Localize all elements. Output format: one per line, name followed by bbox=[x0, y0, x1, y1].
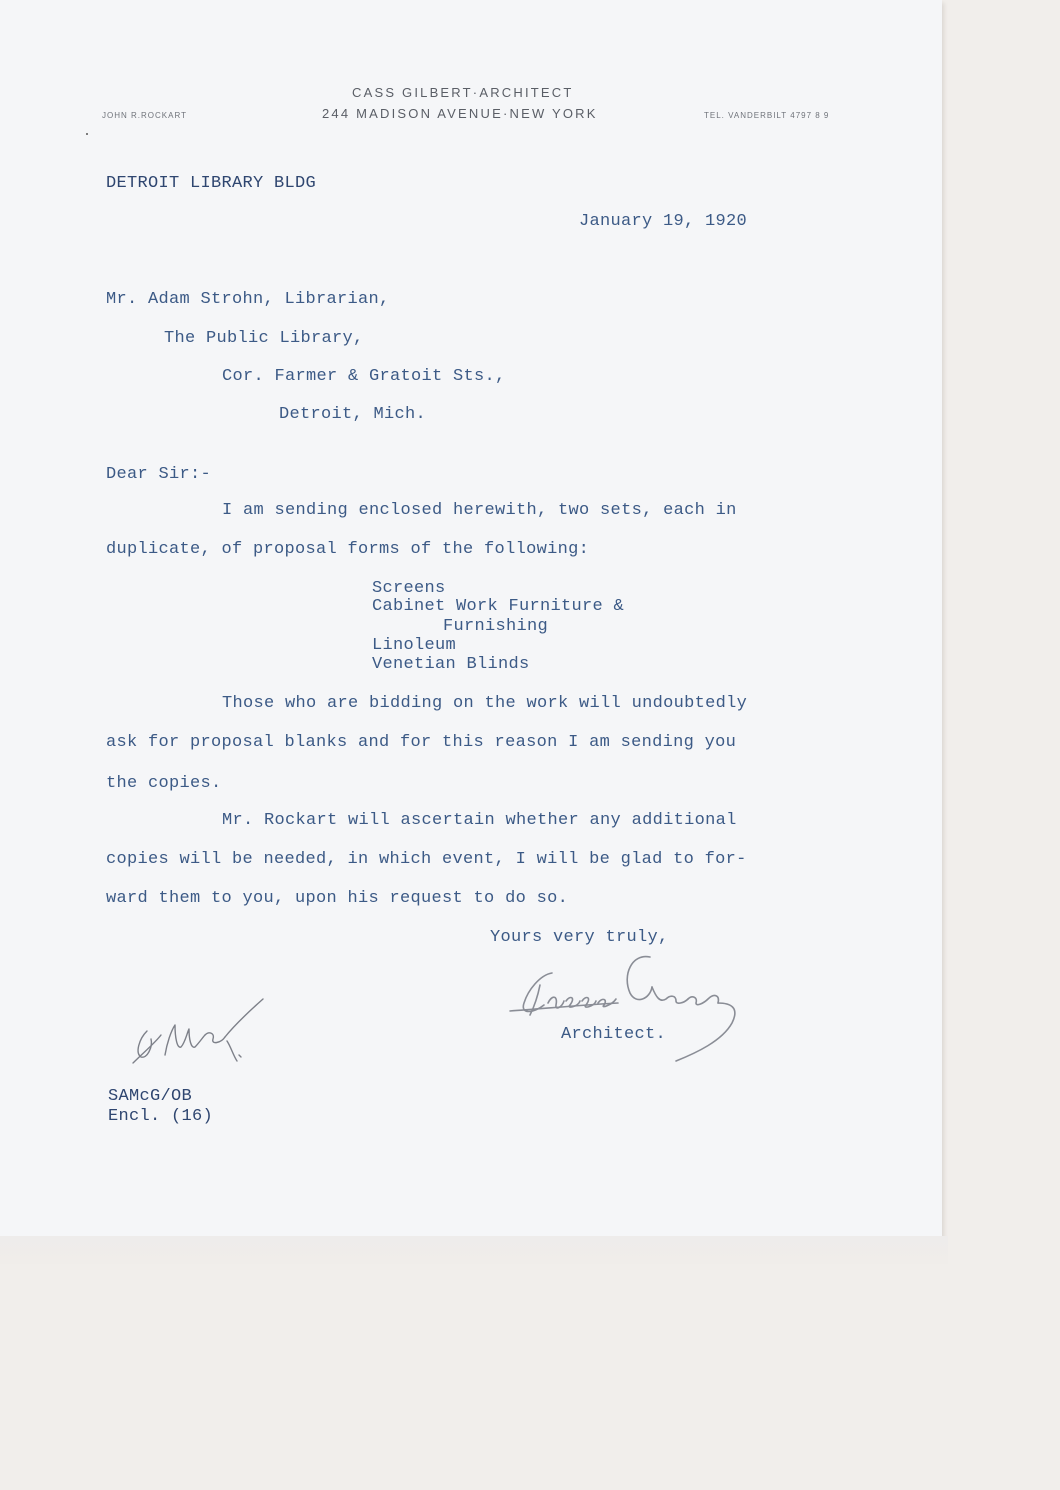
initials-signature bbox=[125, 995, 275, 1070]
letterhead-telephone: TEL. VANDERBILT 4797 8 9 bbox=[704, 111, 830, 120]
recipient-line-1: Mr. Adam Strohn, Librarian, bbox=[106, 290, 390, 309]
enclosure-note: Encl. (16) bbox=[108, 1107, 214, 1126]
body-p1-line2: duplicate, of proposal forms of the following: bbox=[106, 540, 590, 559]
signature-title: Architect. bbox=[561, 1025, 667, 1044]
closing: Yours very truly, bbox=[490, 928, 669, 947]
letter-date: January 19, 1920 bbox=[579, 212, 748, 231]
ink-speck bbox=[86, 133, 88, 135]
list-item: Venetian Blinds bbox=[372, 655, 530, 674]
paper-edge bbox=[0, 1236, 948, 1264]
body-p1-line1: I am sending enclosed herewith, two sets, each in bbox=[222, 501, 737, 520]
body-p3-line3: ward them to you, upon his request to do so. bbox=[106, 889, 569, 908]
letterhead-firm: CASS GILBERT·ARCHITECT bbox=[352, 85, 574, 100]
recipient-line-2: The Public Library, bbox=[164, 329, 364, 348]
body-p3-line1: Mr. Rockart will ascertain whether any additional bbox=[222, 811, 737, 830]
list-item: Cabinet Work Furniture & bbox=[372, 597, 625, 616]
body-p2-line1: Those who are bidding on the work will undoubtedly bbox=[222, 694, 748, 713]
body-p2-line2: ask for proposal blanks and for this reason I am sending you bbox=[106, 733, 737, 752]
reference-initials: SAMcG/OB bbox=[108, 1087, 193, 1106]
salutation: Dear Sir:- bbox=[106, 465, 212, 484]
list-item: Furnishing bbox=[443, 617, 549, 636]
letterhead-left-name: JOHN R.ROCKART bbox=[102, 111, 187, 120]
list-item: Linoleum bbox=[372, 636, 457, 655]
body-p2-line3: the copies. bbox=[106, 774, 222, 793]
reference-line: DETROIT LIBRARY BLDG bbox=[106, 174, 317, 193]
list-item: Screens bbox=[372, 579, 446, 598]
recipient-line-3: Cor. Farmer & Gratoit Sts., bbox=[222, 367, 506, 386]
recipient-line-4: Detroit, Mich. bbox=[279, 405, 427, 424]
letterhead-address: 244 MADISON AVENUE·NEW YORK bbox=[322, 106, 598, 121]
body-p3-line2: copies will be needed, in which event, I will be glad to for- bbox=[106, 850, 747, 869]
architect-signature bbox=[500, 945, 750, 1065]
